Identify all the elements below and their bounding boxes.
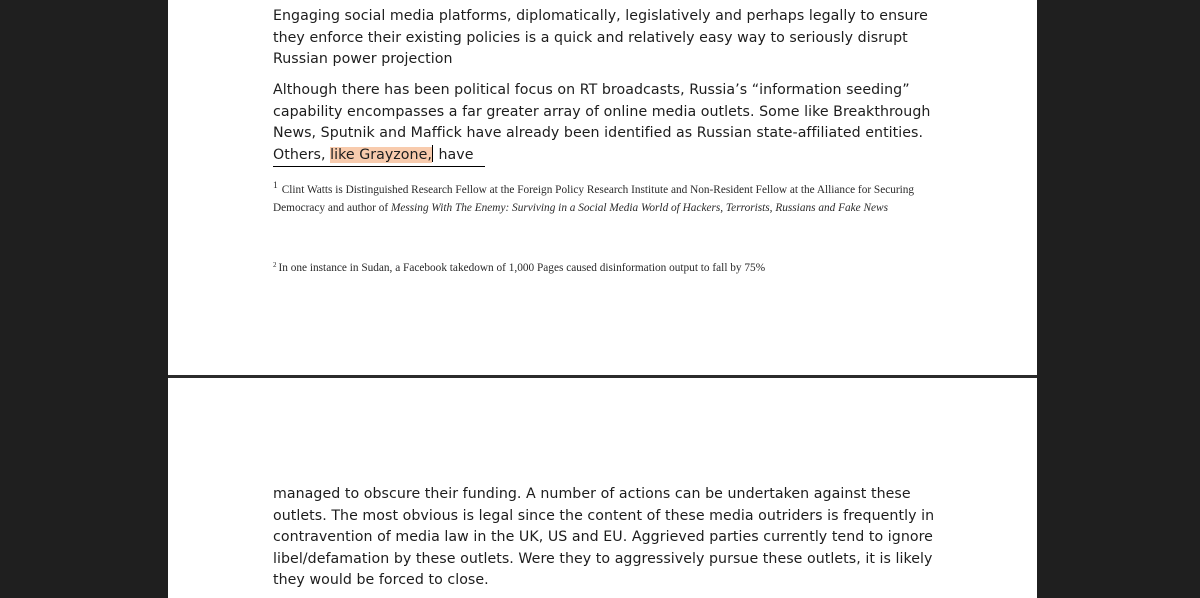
footnote-text[interactable]: Clint Watts is Distinguished Research Fellow at the Foreign Policy Research Institute and Non-Resident Fellow at the Alliance for Securing Democracy and author of [273,184,915,214]
body-paragraph-1[interactable]: Engaging social media platforms, diplomatically, legislatively and perhaps legally to ensure they enforce their existing policies is a quick and relatively easy way to seriously disrupt Russian power projection [273,8,928,67]
footnote-book-title[interactable]: Messing With The Enemy: Surviving in a Social Media World of Hackers, Terrorists, Russians and Fake News [390,202,888,214]
document-page-2[interactable] [168,378,1037,598]
text-cursor [432,145,433,162]
paragraph-text[interactable]: Although there has been political focus on RT broadcasts, Russia’s “information seeding” capability encompasses a far greater array of online media outlets. Some like Breakthrough News, Sputnik and Maffick have already been identified as Russian state-affiliated entities. Others, [273,82,931,163]
footnote-1[interactable] [273,177,923,217]
highlighted-text[interactable]: like Grayzone, [330,146,432,163]
body-paragraph-3[interactable]: managed to obscure their funding. A number of actions can be undertaken against these outlets. The most obvious is legal since the content of these media outriders is frequently in contravention of media law in the UK, US and EU. Aggrieved parties currently tend to ignore libel/defamation by these outlets. Were they to aggressively pursue these outlets, it is likely they would be forced to close. [273,486,935,588]
footnote-number: 2 [273,261,277,269]
footnote-number: 1 [273,181,278,191]
footnote-separator [273,166,485,167]
paragraph-text-end[interactable]: have [433,146,474,163]
document-page-1[interactable] [168,0,1037,375]
footnote-2[interactable] [273,256,923,277]
body-paragraph-2[interactable] [273,80,953,166]
footnote-text[interactable]: In one instance in Sudan, a Facebook takedown of 1,000 Pages caused disinformation output to fall by 75% [278,262,766,274]
